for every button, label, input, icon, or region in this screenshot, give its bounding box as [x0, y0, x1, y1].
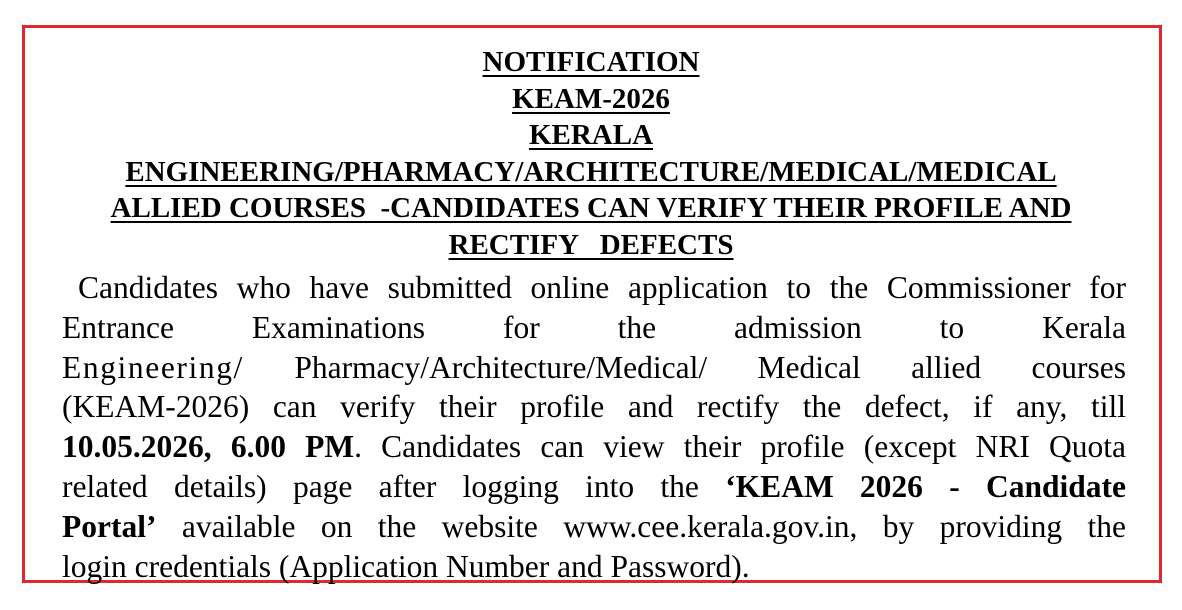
- body-line-8: login credentials (Application Number and Password).: [62, 548, 750, 584]
- body-line-7-rest: available on the website www.cee.kerala.gov.in, by providing the: [156, 508, 1126, 544]
- body-line-5: [62, 427, 1126, 467]
- body-line-2: Entrance Examinations for the admission to Kerala: [62, 309, 1126, 345]
- portal-name-part-1: ‘KEAM 2026 - Candidate: [725, 468, 1126, 504]
- body-line-5-rest: . Candidates can view their profile (except NRI Quota: [354, 429, 1126, 465]
- portal-name-part-2: Portal’: [62, 508, 157, 544]
- body-line-3: [62, 348, 1126, 388]
- notification-heading: [0, 44, 1182, 263]
- heading-line-3: KERALA: [528, 119, 654, 151]
- body-line-6: [62, 467, 1126, 507]
- heading-line-4: ENGINEERING/PHARMACY/ARCHITECTURE/MEDICAL/MEDICAL: [125, 155, 1057, 188]
- body-line-3-part-a: Engineering/: [62, 349, 244, 385]
- heading-line-1: NOTIFICATION: [482, 46, 700, 78]
- heading-line-6: RECTIFY DEFECTS: [448, 228, 734, 261]
- body-line-1: Candidates who have submitted online application to the Commissioner for: [78, 270, 1126, 305]
- notification-body: [62, 268, 1126, 586]
- heading-line-2: KEAM-2026: [512, 82, 670, 115]
- body-line-7: [62, 507, 1126, 547]
- body-line-6-part-a: related details) page after logging into the: [62, 468, 726, 504]
- deadline-text: 10.05.2026, 6.00 PM: [62, 429, 355, 465]
- body-line-3-part-b: Pharmacy/Architecture/Medical/ Medical allied courses: [243, 349, 1126, 385]
- heading-line-5: ALLIED COURSES -CANDIDATES CAN VERIFY THEIR PROFILE AND: [110, 192, 1072, 224]
- body-line-4: (KEAM-2026) can verify their profile and rectify the defect, if any, till: [62, 389, 1126, 425]
